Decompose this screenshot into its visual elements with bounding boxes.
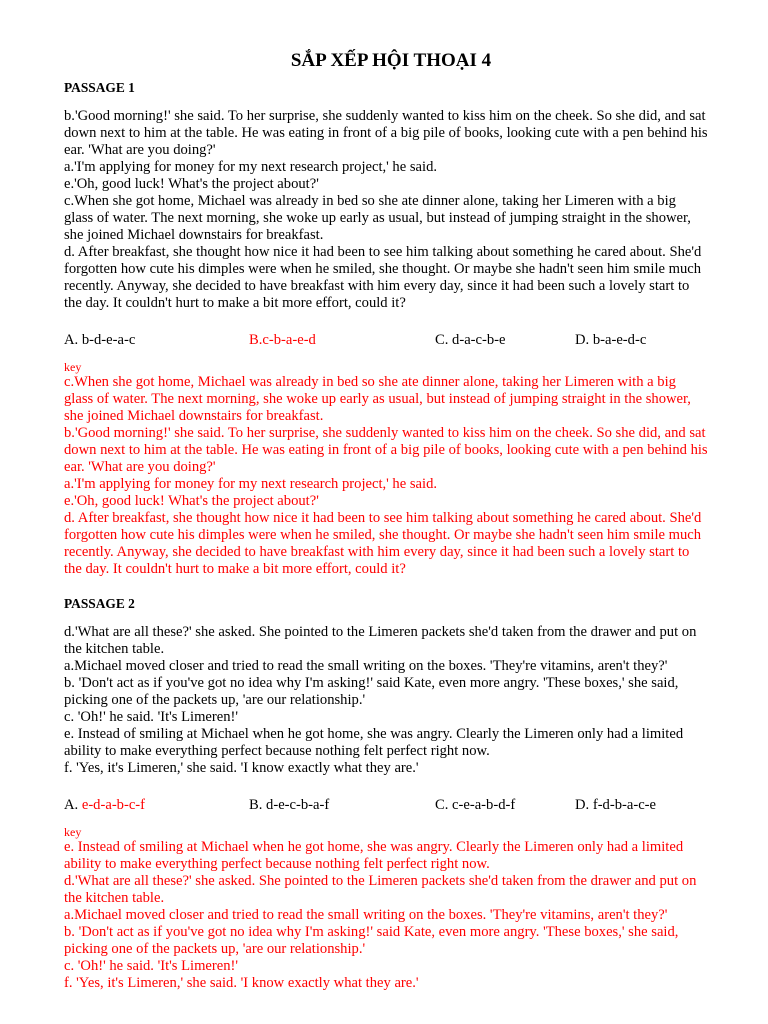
passage-1-paragraph-a: a.'I'm applying for money for my next research project,' he said.	[64, 159, 438, 175]
passage-2-key-paragraph: a.Michael moved closer and tried to read the small writing on the boxes. 'They're vitamins, aren't they?'	[64, 907, 668, 923]
passage-1-heading: PASSAGE 1	[64, 80, 135, 95]
passage-1-key-paragraph: c.When she got home, Michael was already in bed so she ate dinner alone, taking her Limeren with a big glass of water. The next morning, she woke up early as usual, but instead of jumping straight in the shower, she joined Michael downstairs for breakfast.	[64, 374, 691, 424]
passage-1-key-paragraph: b.'Good morning!' she said. To her surprise, she suddenly wanted to kiss him on the cheek. So she did, and sat down next to him at the table. He was eating in front of a big pile of books, looking cute with a pen behind his ear. 'What are you doing?'	[64, 425, 708, 475]
passage-1-paragraph-c: c.When she got home, Michael was already in bed so she ate dinner alone, taking her Limeren with a big glass of water. The next morning, she woke up early as usual, but instead of jumping straight in the shower, she joined Michael downstairs for breakfast.	[64, 193, 691, 243]
passage-2-paragraph-c: c. 'Oh!' he said. 'It's Limeren!'	[64, 709, 239, 725]
passage-2-key-paragraph: f. 'Yes, it's Limeren,' she said. 'I know exactly what they are.'	[64, 975, 419, 991]
passage-1-paragraph-b: b.'Good morning!' she said. To her surprise, she suddenly wanted to kiss him on the cheek. So she did, and sat down next to him at the table. He was eating in front of a big pile of books, looking cute with a pen behind his ear. 'What are you doing?'	[64, 108, 708, 158]
passage-1-paragraph-d: d. After breakfast, she thought how nice it had been to see him talking about something he cared about. She'd forgotten how cute his dimples were when he smiled, she thought. Or maybe she hadn't seen him smile much recently. Anyway, she decided to have breakfast with him every day, since it had been such a lovely start to the day. It couldn't hurt to make a bit more effort, could it?	[64, 244, 702, 311]
passage-2-option-a-correct: e-d-a-b-c-f	[81, 797, 146, 813]
document-title: SẮP XẾP HỘI THOẠI 4	[290, 50, 492, 71]
passage-2-option-a	[64, 797, 249, 814]
passage-2-option-b: B. d-e-c-b-a-f	[249, 797, 330, 813]
passage-2-key-label: key	[64, 825, 82, 839]
section-spacer	[64, 578, 708, 596]
passage-2-paragraph-f: f. 'Yes, it's Limeren,' she said. 'I know exactly what they are.'	[64, 760, 419, 776]
passage-1-key-label: key	[64, 360, 82, 374]
passage-1-key-paragraph: e.'Oh, good luck! What's the project about?'	[64, 493, 319, 509]
passage-2-key-paragraph: e. Instead of smiling at Michael when he got home, she was angry. Clearly the Limeren only had a limited ability to make everything perfect because nothing felt perfect right now.	[64, 839, 684, 872]
passage-2-option-c: C. c-e-a-b-d-f	[435, 797, 516, 813]
passage-1-option-a: A. b-d-e-a-c	[64, 332, 136, 348]
passage-1-option-b-correct: B.c-b-a-e-d	[249, 332, 316, 348]
passage-1-paragraph-e: e.'Oh, good luck! What's the project about?'	[64, 176, 319, 192]
passage-2-key-paragraph: c. 'Oh!' he said. 'It's Limeren!'	[64, 958, 239, 974]
passage-2-paragraph-e: e. Instead of smiling at Michael when he got home, she was angry. Clearly the Limeren only had a limited ability to make everything perfect because nothing felt perfect right now.	[64, 726, 684, 759]
passage-2-key-paragraph: b. 'Don't act as if you've got no idea why I'm asking!' said Kate, even more angry. 'These boxes,' she said, picking one of the packets up, 'are our relationship.'	[64, 924, 679, 957]
passage-2-option-d: D. f-d-b-a-c-e	[575, 797, 657, 813]
passage-2-options	[64, 797, 708, 814]
passage-1-key-paragraph: a.'I'm applying for money for my next research project,' he said.	[64, 476, 438, 492]
passage-1-key-paragraph: d. After breakfast, she thought how nice it had been to see him talking about something he cared about. She'd forgotten how cute his dimples were when he smiled, she thought. Or maybe she hadn't seen him smile much recently. Anyway, she decided to have breakfast with him every day, since it had been such a lovely start to the day. It couldn't hurt to make a bit more effort, could it?	[64, 510, 702, 577]
passage-2-paragraph-b: b. 'Don't act as if you've got no idea why I'm asking!' said Kate, even more angry. 'These boxes,' she said, picking one of the packets up, 'are our relationship.'	[64, 675, 679, 708]
passage-2-paragraph-a: a.Michael moved closer and tried to read the small writing on the boxes. 'They're vitamins, aren't they?'	[64, 658, 668, 674]
passage-1	[64, 80, 708, 578]
passage-2-paragraph-d: d.'What are all these?' she asked. She pointed to the Limeren packets she'd taken from the drawer and put on the kitchen table.	[64, 624, 697, 657]
passage-2-option-a-prefix: A.	[64, 797, 82, 813]
passage-2	[64, 596, 708, 992]
passage-1-option-c: C. d-a-c-b-e	[435, 332, 506, 348]
passage-1-option-d: D. b-a-e-d-c	[575, 332, 647, 348]
passage-2-key-paragraph: d.'What are all these?' she asked. She pointed to the Limeren packets she'd taken from the drawer and put on the kitchen table.	[64, 873, 697, 906]
passage-1-options	[64, 332, 708, 349]
passage-2-heading: PASSAGE 2	[64, 596, 135, 611]
